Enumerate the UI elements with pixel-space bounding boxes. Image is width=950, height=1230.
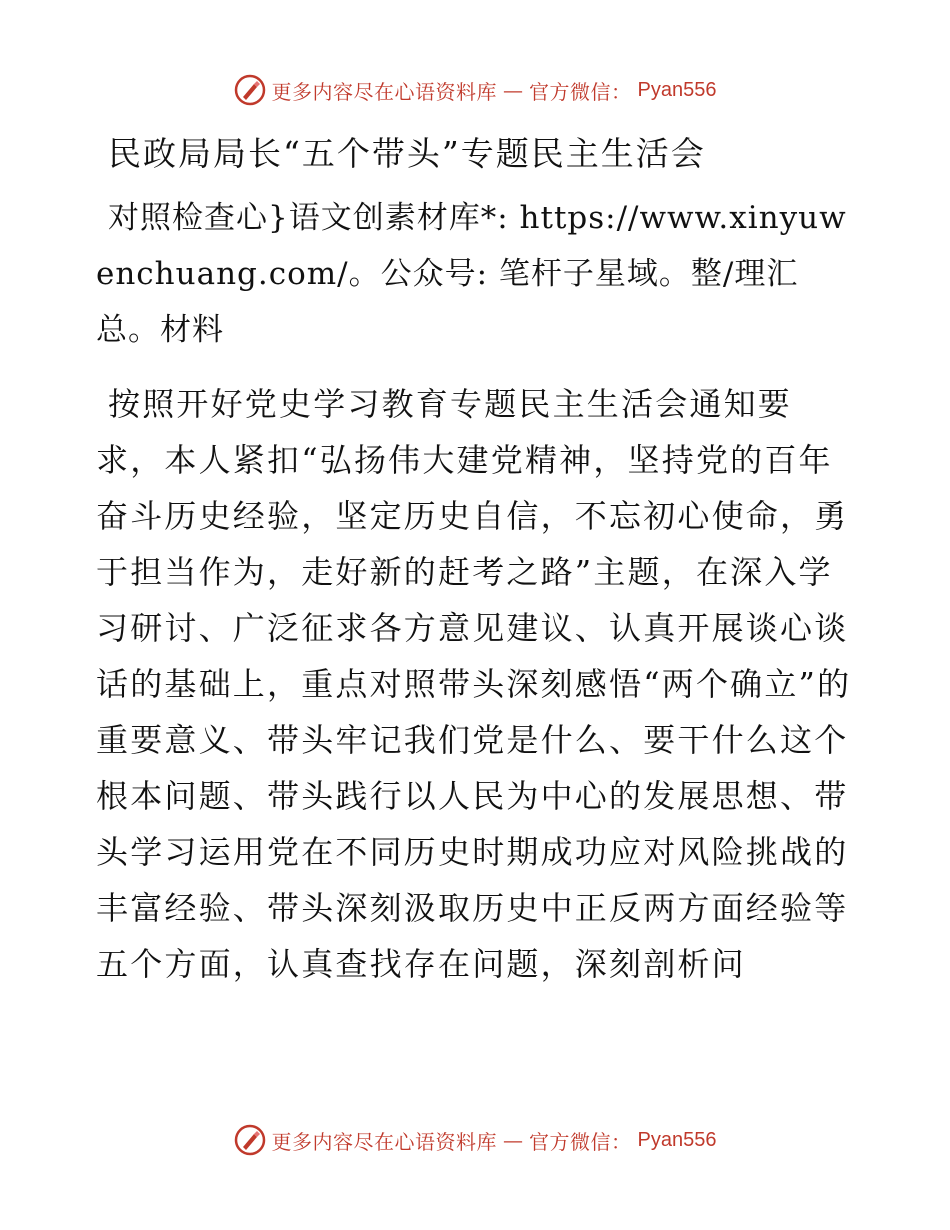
banner-separator: — xyxy=(503,78,524,102)
wechat-id: Pyan556 xyxy=(637,78,717,101)
banner-text: 更多内容尽在心语资料库 xyxy=(271,1129,498,1154)
footer-banner xyxy=(0,1120,950,1160)
wechat-id: Pyan556 xyxy=(637,1128,717,1151)
document-subtitle: 对照检查心}语文创素材库*: https://www.xinyuwenchuang.com/。公众号: 笔杆子星域。整/理汇总。材料 xyxy=(96,200,847,348)
banner-suffix: 官方微信： xyxy=(529,1129,632,1154)
banner-text: 更多内容尽在心语资料库 xyxy=(271,79,498,104)
document-title: 民政局局长“五个带头”专题民主生活会 xyxy=(108,134,706,173)
banner-suffix: 官方微信： xyxy=(529,79,632,104)
pen-logo-icon xyxy=(234,74,266,106)
header-banner xyxy=(0,70,950,110)
document-content xyxy=(96,118,856,992)
banner-separator: — xyxy=(503,1128,524,1152)
body-paragraph: 按照开好党史学习教育专题民主生活会通知要求，本人紧扣“弘扬伟大建党精神，坚持党的百年奋斗历史经验，坚定历史自信，不忘初心使命，勇于担当作为，走好新的赶考之路”主题，在深入学习研讨、广泛征求各方意见建议、认真开展谈心谈话的基础上，重点对照带头深刻感悟“两个确立”的重要意义、带头牢记我们党是什么、要干什么这个根本问题、带头践行以人民为中心的发展思想、带头学习运用党在不同历史时期成功应对风险挑战的丰富经验、带头深刻汲取历史中正反两方面经验等五个方面，认真查找存在问题，深刻剖析问 xyxy=(96,385,852,983)
pen-logo-icon xyxy=(234,1124,266,1156)
